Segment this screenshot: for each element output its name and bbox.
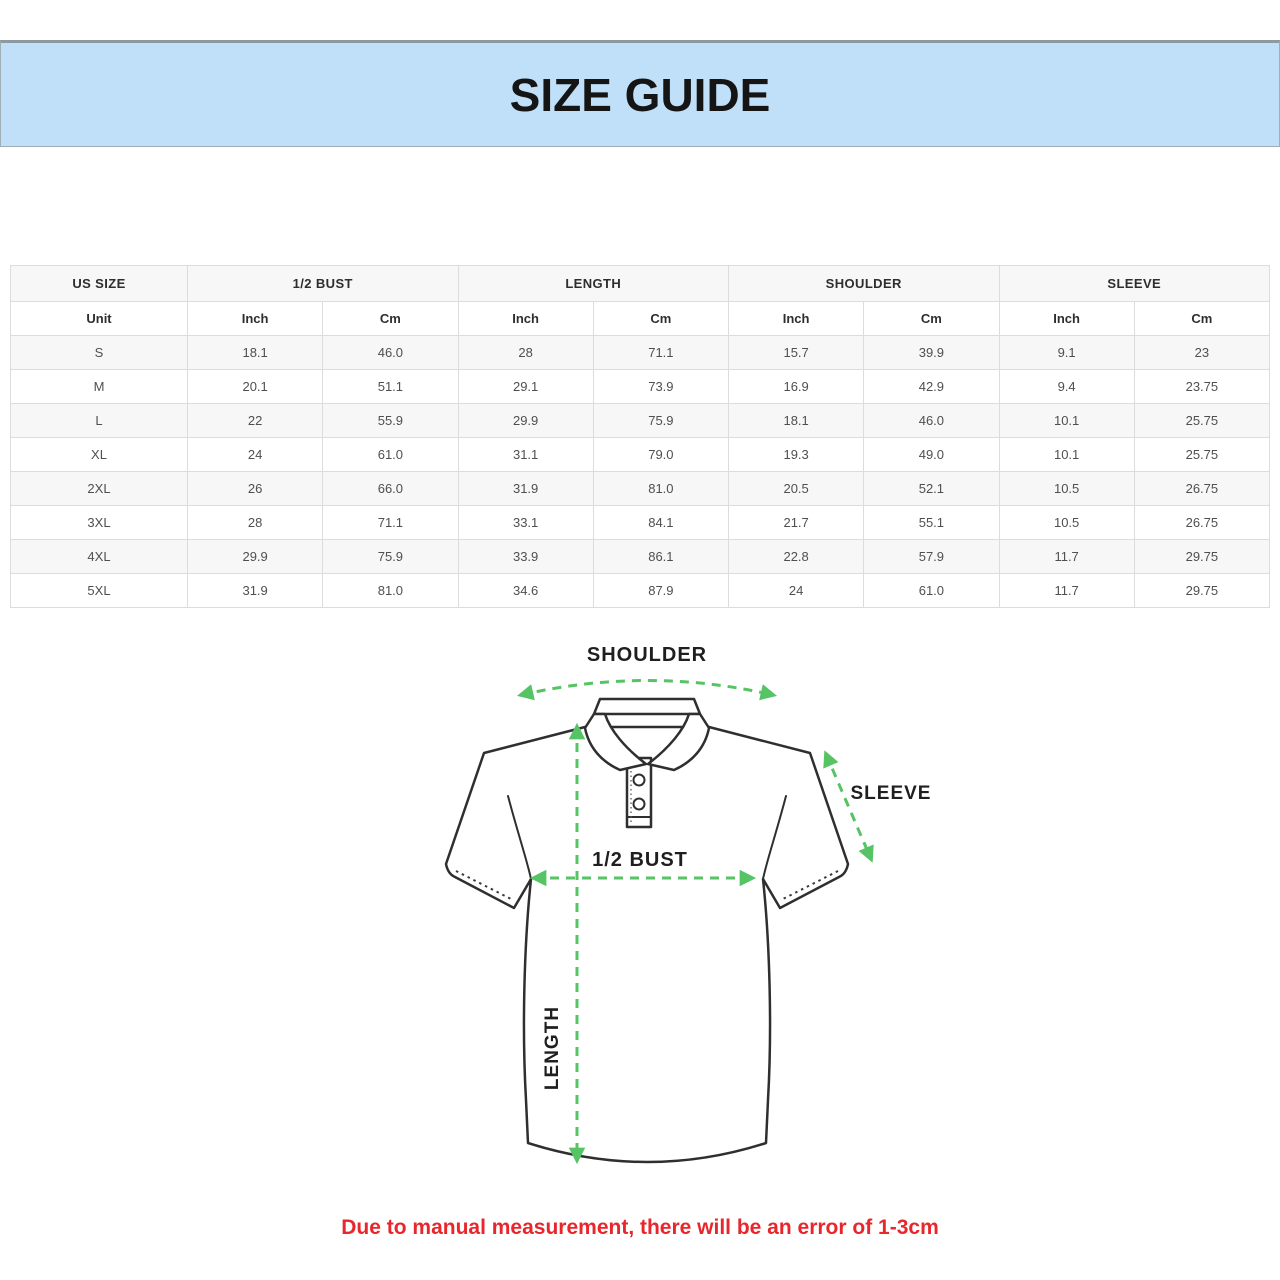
value-cell: 87.9 — [593, 574, 728, 608]
value-cell: 57.9 — [864, 540, 999, 574]
unit-header-cell: Inch — [999, 302, 1134, 336]
value-cell: 75.9 — [593, 404, 728, 438]
value-cell: 29.75 — [1134, 574, 1269, 608]
value-cell: 42.9 — [864, 370, 999, 404]
value-cell: 21.7 — [729, 506, 864, 540]
value-cell: 28 — [458, 336, 593, 370]
value-cell: 16.9 — [729, 370, 864, 404]
size-cell: 2XL — [11, 472, 188, 506]
unit-header-cell: Cm — [323, 302, 458, 336]
size-table-head — [11, 266, 1270, 336]
column-group-header: 1/2 BUST — [188, 266, 459, 302]
value-cell: 23.75 — [1134, 370, 1269, 404]
value-cell: 71.1 — [323, 506, 458, 540]
value-cell: 86.1 — [593, 540, 728, 574]
column-group-header: LENGTH — [458, 266, 729, 302]
value-cell: 24 — [188, 438, 323, 472]
value-cell: 20.1 — [188, 370, 323, 404]
value-cell: 26 — [188, 472, 323, 506]
value-cell: 19.3 — [729, 438, 864, 472]
column-group-header: SLEEVE — [999, 266, 1270, 302]
value-cell: 84.1 — [593, 506, 728, 540]
table-group-header-row — [11, 266, 1270, 302]
value-cell: 29.9 — [188, 540, 323, 574]
button-top — [634, 775, 645, 786]
value-cell: 49.0 — [864, 438, 999, 472]
size-cell: M — [11, 370, 188, 404]
unit-header-cell: Inch — [729, 302, 864, 336]
value-cell: 29.1 — [458, 370, 593, 404]
column-group-header: SHOULDER — [729, 266, 1000, 302]
value-cell: 61.0 — [323, 438, 458, 472]
shoulder-label: SHOULDER — [586, 644, 708, 666]
bust-label: 1/2 BUST — [592, 849, 688, 871]
size-cell: XL — [11, 438, 188, 472]
column-group-header: US SIZE — [11, 266, 188, 302]
value-cell: 71.1 — [593, 336, 728, 370]
value-cell: 46.0 — [864, 404, 999, 438]
sleeve-label: SLEEVE — [850, 783, 932, 804]
value-cell: 79.0 — [593, 438, 728, 472]
table-row — [11, 506, 1270, 540]
value-cell: 75.9 — [323, 540, 458, 574]
size-cell: S — [11, 336, 188, 370]
shoulder-arrow — [521, 681, 773, 696]
unit-header-cell: Unit — [11, 302, 188, 336]
value-cell: 81.0 — [593, 472, 728, 506]
size-table-body — [11, 336, 1270, 608]
value-cell: 31.1 — [458, 438, 593, 472]
value-cell: 9.1 — [999, 336, 1134, 370]
value-cell: 26.75 — [1134, 506, 1269, 540]
value-cell: 51.1 — [323, 370, 458, 404]
value-cell: 31.9 — [458, 472, 593, 506]
value-cell: 46.0 — [323, 336, 458, 370]
value-cell: 25.75 — [1134, 438, 1269, 472]
value-cell: 10.5 — [999, 472, 1134, 506]
unit-header-cell: Cm — [1134, 302, 1269, 336]
value-cell: 10.5 — [999, 506, 1134, 540]
unit-header-cell: Cm — [864, 302, 999, 336]
value-cell: 18.1 — [729, 404, 864, 438]
value-cell: 55.1 — [864, 506, 999, 540]
value-cell: 73.9 — [593, 370, 728, 404]
measurement-note: Due to manual measurement, there will be an error of 1-3cm — [341, 1216, 939, 1239]
value-cell: 22.8 — [729, 540, 864, 574]
value-cell: 15.7 — [729, 336, 864, 370]
value-cell: 18.1 — [188, 336, 323, 370]
page-title: SIZE GUIDE — [509, 68, 771, 121]
length-label: LENGTH — [542, 1005, 563, 1091]
value-cell: 34.6 — [458, 574, 593, 608]
value-cell: 61.0 — [864, 574, 999, 608]
polo-shirt-diagram — [410, 635, 950, 1205]
table-row — [11, 574, 1270, 608]
unit-header-cell: Cm — [593, 302, 728, 336]
table-row — [11, 404, 1270, 438]
value-cell: 11.7 — [999, 540, 1134, 574]
value-cell: 55.9 — [323, 404, 458, 438]
value-cell: 11.7 — [999, 574, 1134, 608]
value-cell: 22 — [188, 404, 323, 438]
size-guide-banner — [0, 40, 1280, 147]
value-cell: 66.0 — [323, 472, 458, 506]
value-cell: 52.1 — [864, 472, 999, 506]
value-cell: 33.1 — [458, 506, 593, 540]
value-cell: 25.75 — [1134, 404, 1269, 438]
value-cell: 31.9 — [188, 574, 323, 608]
size-table — [10, 265, 1270, 608]
value-cell: 28 — [188, 506, 323, 540]
size-cell: 5XL — [11, 574, 188, 608]
value-cell: 9.4 — [999, 370, 1134, 404]
size-cell: 3XL — [11, 506, 188, 540]
table-unit-row — [11, 302, 1270, 336]
size-cell: 4XL — [11, 540, 188, 574]
value-cell: 26.75 — [1134, 472, 1269, 506]
button-bottom — [634, 799, 645, 810]
table-row — [11, 370, 1270, 404]
value-cell: 81.0 — [323, 574, 458, 608]
value-cell: 20.5 — [729, 472, 864, 506]
table-row — [11, 336, 1270, 370]
value-cell: 24 — [729, 574, 864, 608]
value-cell: 10.1 — [999, 438, 1134, 472]
table-row — [11, 438, 1270, 472]
table-row — [11, 472, 1270, 506]
value-cell: 23 — [1134, 336, 1269, 370]
value-cell: 10.1 — [999, 404, 1134, 438]
unit-header-cell: Inch — [188, 302, 323, 336]
unit-header-cell: Inch — [458, 302, 593, 336]
table-row — [11, 540, 1270, 574]
value-cell: 29.9 — [458, 404, 593, 438]
value-cell: 29.75 — [1134, 540, 1269, 574]
size-cell: L — [11, 404, 188, 438]
value-cell: 33.9 — [458, 540, 593, 574]
value-cell: 39.9 — [864, 336, 999, 370]
